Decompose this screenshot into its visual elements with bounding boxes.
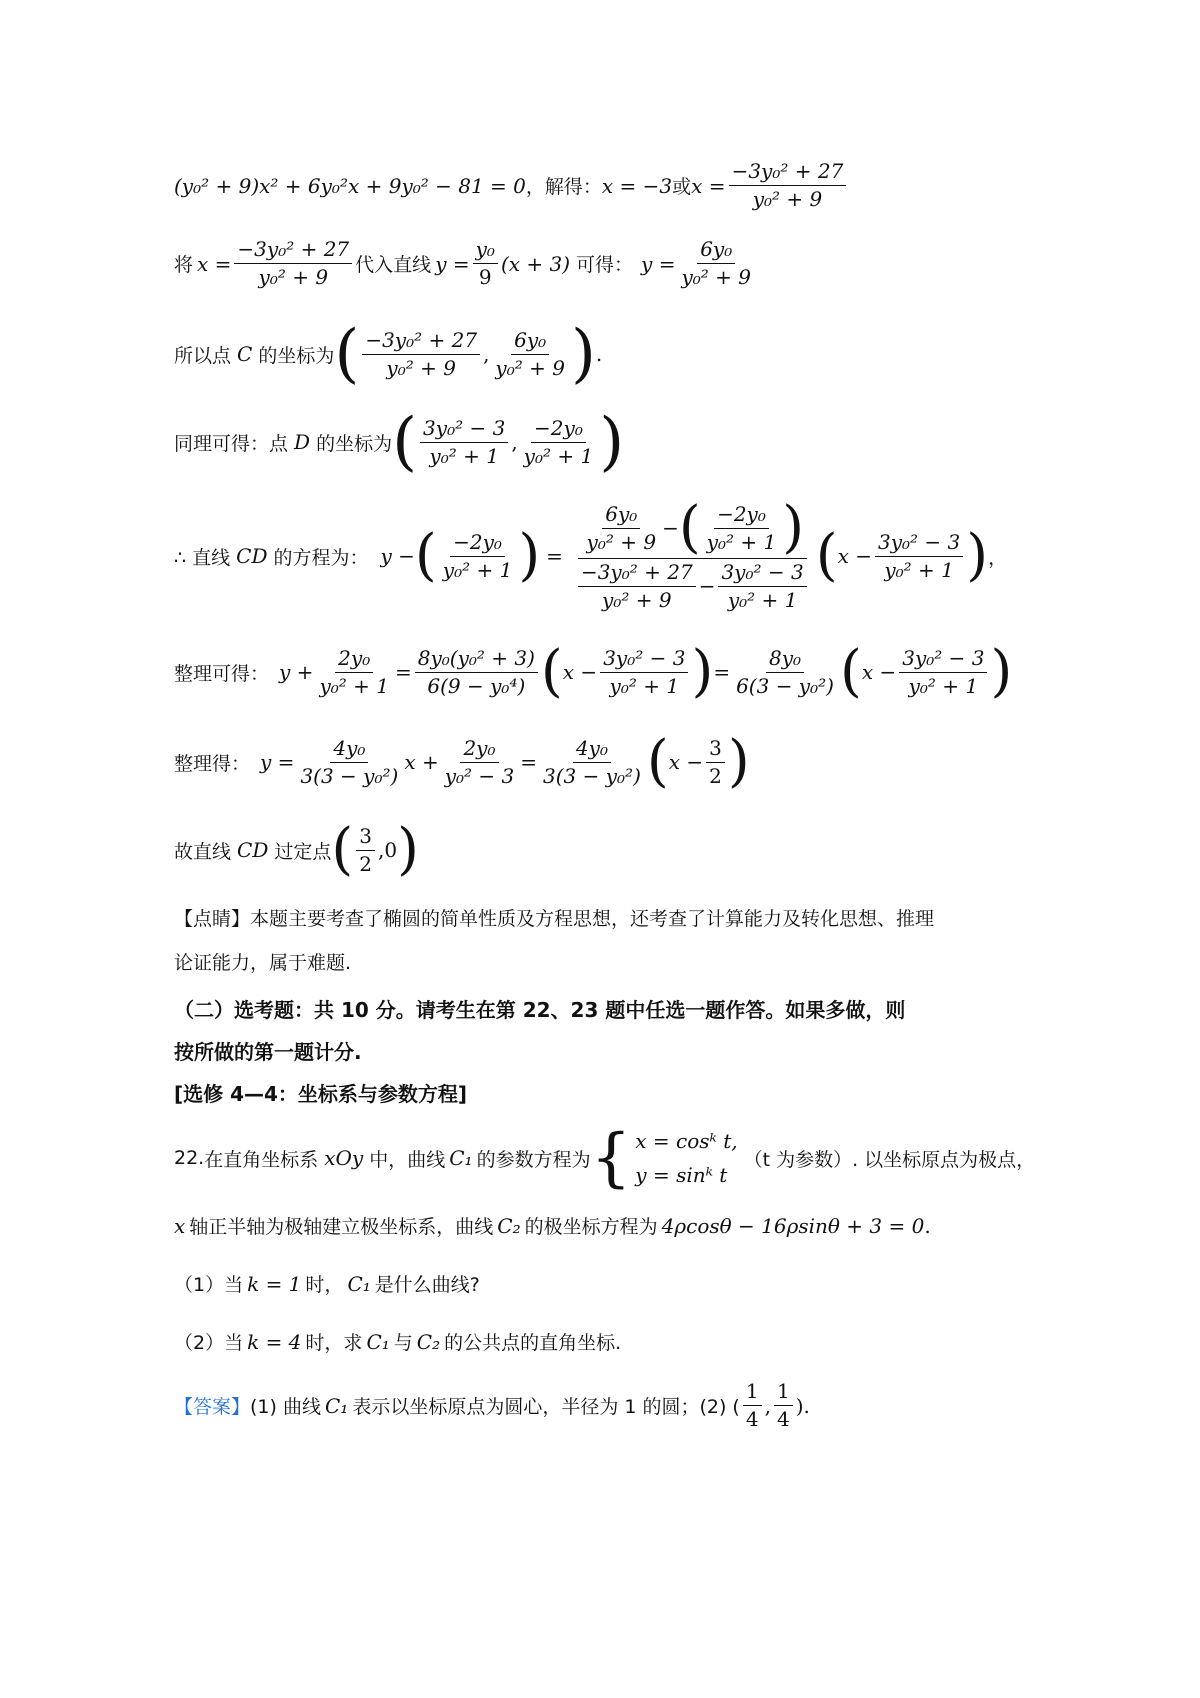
root-2-numerator: −3y₀² + 27 xyxy=(729,160,847,186)
q22-text-2: 中，曲线 xyxy=(369,1148,446,1171)
c-num: −3y₀² + 27 xyxy=(578,561,696,587)
f2-den: 6(3 − y₀²) xyxy=(736,673,834,698)
minus: − xyxy=(662,515,679,540)
q22-number: 22. xyxy=(174,1147,205,1169)
equals-2: = xyxy=(713,660,731,684)
h-num: 3y₀² − 3 xyxy=(899,647,987,673)
eq-line-4-point-d xyxy=(174,405,625,479)
y-den: y₀² + 9 xyxy=(681,265,751,289)
fixed-point: ( $\frac{3}{2}$ ,0 ) xyxy=(331,817,419,882)
d-num: 3y₀² − 3 xyxy=(718,561,806,587)
section-line-3 xyxy=(174,1078,467,1107)
x-paren: ( x − $\frac{\text{3y₀² − 3}}{\text{y₀² + 1}}$ ) xyxy=(815,523,989,588)
get-label: 可得： xyxy=(576,254,634,276)
ans-end: ). xyxy=(795,1393,810,1418)
lhs-den: y₀² + 1 xyxy=(319,673,389,698)
eq-line-7 xyxy=(174,729,750,794)
g-den: y₀² + 1 xyxy=(609,673,680,698)
slope-num: y₀ xyxy=(473,238,498,264)
part2-label: （2）当 xyxy=(174,1332,244,1354)
part1-k: k = 1 xyxy=(247,1271,302,1296)
minus-2: − xyxy=(698,574,716,598)
root-1: x = −3 xyxy=(601,173,673,198)
comma: ， xyxy=(988,546,1008,569)
d-den: 2 xyxy=(709,763,722,788)
q22-line-1 xyxy=(174,1121,1036,1195)
answer-line xyxy=(174,1380,810,1431)
solve-label: ，解得： xyxy=(525,176,602,198)
d-x-num: 3y₀² − 3 xyxy=(420,417,508,443)
param-eq-1: x = cosᵏ t, xyxy=(635,1129,738,1153)
line-cd: CD xyxy=(236,544,268,568)
comment-text-2: 论证能力，属于难题. xyxy=(174,952,352,974)
section-line-1 xyxy=(174,994,905,1023)
lhs-num: −2y₀ xyxy=(450,531,505,557)
d-y-num: −2y₀ xyxy=(531,417,586,443)
simplify-label-2: 整理得： xyxy=(174,752,251,775)
q22-text-4: （t 为参数）. 以坐标原点为极点， xyxy=(743,1148,1036,1171)
x-lhs: x = xyxy=(197,251,232,276)
equals: = xyxy=(520,750,538,774)
q22-c2: C₂ xyxy=(497,1213,521,1238)
c-den: y₀² + 9 xyxy=(602,588,672,612)
period: . xyxy=(924,1213,931,1238)
comment-line-2 xyxy=(174,948,351,975)
part2-text: 时，求 xyxy=(305,1332,363,1354)
part1-text: 时， xyxy=(305,1274,344,1296)
f1-den: 6(9 − y₀⁴) xyxy=(427,673,526,698)
eq-line-5-line-cd xyxy=(174,495,1008,612)
simplify-label: 整理可得： xyxy=(174,662,270,685)
eq-line-3-point-c xyxy=(174,317,603,391)
answer-tag: 【答案】 xyxy=(174,1396,251,1418)
root-2-fraction xyxy=(729,160,847,211)
line-rest: (x + 3) xyxy=(500,251,571,276)
a-num: 6y₀ xyxy=(602,503,640,529)
c-y-den: y₀² + 9 xyxy=(495,355,565,380)
x-minus: x − xyxy=(562,660,598,684)
fp-rest: ,0 xyxy=(377,838,398,862)
eq-line-8-fixed-point xyxy=(174,817,419,882)
q22-text-3: 的参数方程为 xyxy=(476,1148,591,1171)
into-line-label: 代入直线 xyxy=(355,254,432,276)
lhs-num: 2y₀ xyxy=(335,647,373,673)
point-d-coords: ( $\frac{\text{3y₀² − 3}}{\text{y₀² + 1}}$ , $\frac{\text{−2y₀}}{\text{y₀² + 1}}$ ) xyxy=(392,405,625,479)
q22-part-1 xyxy=(174,1270,480,1297)
x-minus-2: x − xyxy=(861,660,897,684)
polar-equation: 4ρcosθ − 16ρsinθ + 3 = 0 xyxy=(661,1213,925,1238)
coords-label: 的坐标为 xyxy=(316,432,393,455)
h-paren: ( x − $\frac{\text{3y₀² − 3}}{\text{y₀² + 1}}$ ) xyxy=(839,639,1013,704)
slope-den: 9 xyxy=(478,265,492,289)
root-2-lhs: x = xyxy=(691,173,726,198)
comment-tag: 【点睛】 xyxy=(174,908,251,930)
section-heading-2: 按所做的第一题计分. xyxy=(174,1040,362,1064)
therefore-label: ∴ 直线 xyxy=(174,546,231,569)
q22-line-2 xyxy=(174,1212,931,1239)
x-minus: x − xyxy=(837,544,872,568)
c-y-num: 6y₀ xyxy=(511,329,549,355)
point-c-coords: ( $\frac{\text{−3y₀² + 27}}{\text{y₀² + 9}}$ , $\frac{\text{6y₀}}{\text{y₀² + 9}}$ ) xyxy=(334,317,596,391)
eq-line-6 xyxy=(174,639,1013,704)
part2-k: k = 4 xyxy=(247,1329,302,1354)
y-num: 6y₀ xyxy=(697,238,735,264)
y-lhs: y = xyxy=(641,251,676,276)
d-num: 3 xyxy=(706,737,725,763)
param-system xyxy=(635,1124,737,1192)
point-c: C xyxy=(237,342,253,366)
a-den: y₀² + 9 xyxy=(586,529,657,554)
quadratic-equation: (y₀² + 9)x² + 6y₀²x + 9y₀² − 81 = 0 xyxy=(174,173,526,198)
c-x-num: −3y₀² + 27 xyxy=(362,329,480,355)
answer-text-1: (1) 曲线 xyxy=(250,1396,321,1418)
system-brace: { xyxy=(590,1121,632,1195)
c-x-den: y₀² + 9 xyxy=(386,355,456,380)
c-num: 4y₀ xyxy=(573,737,611,763)
eq-line-2 xyxy=(174,238,757,289)
b-den: y₀² + 1 xyxy=(706,529,777,554)
line-cd: CD xyxy=(237,838,269,862)
equation-label: 的方程为： xyxy=(273,546,369,569)
answer-text-2: 表示以坐标原点为圆心，半径为 1 的圆；(2) ( xyxy=(352,1396,740,1418)
q22-xoy: xOy xyxy=(324,1146,364,1170)
part2-and: 与 xyxy=(393,1332,413,1354)
x-den: y₀² + 9 xyxy=(258,265,329,289)
slope-denominator xyxy=(572,559,813,612)
ans-comma: , xyxy=(764,1393,771,1418)
part2-c2: C₂ xyxy=(416,1329,441,1354)
slope-fraction xyxy=(473,238,498,289)
coords-label: 的坐标为 xyxy=(258,344,335,367)
q22-text-1: 在直角坐标系 xyxy=(204,1148,319,1171)
answer-c1: C₁ xyxy=(324,1393,349,1418)
a-den: 3(3 − y₀²) xyxy=(300,763,399,788)
d-y-den: y₀² + 1 xyxy=(523,443,594,468)
slope-big-fraction xyxy=(572,495,813,612)
period: . xyxy=(595,342,603,366)
or-label: 或 xyxy=(672,176,692,198)
g-num: 3y₀² − 3 xyxy=(600,647,688,673)
lhs: y = xyxy=(260,750,295,774)
x-plus: x + xyxy=(404,750,439,774)
lhs: y + xyxy=(279,660,314,684)
section-line-2 xyxy=(174,1036,362,1065)
comment-text-1: 本题主要考查了椭圆的简单性质及方程思想，还考查了计算能力及转化思想、推理 xyxy=(250,908,935,930)
equals: = xyxy=(394,660,412,684)
part1-label: （1）当 xyxy=(174,1274,244,1296)
line-lhs: y = xyxy=(435,251,470,276)
q22-c1: C₁ xyxy=(449,1146,473,1170)
section-heading-3: [选修 4—4：坐标系与参数方程] xyxy=(174,1082,468,1106)
lhs-den: y₀² + 1 xyxy=(442,557,513,582)
param-eq-2: y = sinᵏ t xyxy=(635,1163,728,1187)
q22-part-2 xyxy=(174,1328,621,1355)
q22-text-5: 轴正半轴为极轴建立极坐标系，曲线 xyxy=(189,1216,494,1238)
ans-den-2: 4 xyxy=(776,1407,790,1431)
b-num: 2y₀ xyxy=(460,737,498,763)
comment-line-1 xyxy=(174,904,934,931)
g-paren: ( x − $\frac{\text{3y₀² − 3}}{\text{y₀² + 1}}$ ) xyxy=(540,639,714,704)
through-fixed-point-label: 过定点 xyxy=(274,840,332,863)
d-paren: ( x − $\frac{3}{2}$ ) xyxy=(646,729,750,794)
x-fraction xyxy=(234,238,352,289)
fp-den: 2 xyxy=(359,851,372,876)
lhs-paren: ( $\frac{\text{−2y₀}}{\text{y₀² + 1}}$ ) xyxy=(414,523,541,588)
d-den: y₀² + 1 xyxy=(727,588,798,612)
y-fraction xyxy=(678,238,754,289)
so-point-label: 所以点 xyxy=(174,344,232,367)
x-num: −3y₀² + 27 xyxy=(234,238,352,264)
x-axis-var: x xyxy=(174,1213,186,1238)
ans-num-1: 1 xyxy=(743,1380,762,1406)
ans-num-2: 1 xyxy=(774,1380,793,1406)
part2-question: 的公共点的直角坐标. xyxy=(444,1332,622,1354)
c-den: 3(3 − y₀²) xyxy=(543,763,641,788)
root-2-denominator: y₀² + 9 xyxy=(752,187,823,211)
b-num: −2y₀ xyxy=(714,503,769,529)
eq-line-1 xyxy=(174,160,849,211)
similarly-label: 同理可得：点 xyxy=(174,432,289,455)
fp-num: 3 xyxy=(356,825,375,851)
part1-question: 是什么曲线? xyxy=(374,1274,480,1296)
equals: = xyxy=(546,544,563,568)
f2-num: 8y₀ xyxy=(766,647,804,673)
ans-den-1: 4 xyxy=(745,1407,759,1431)
b-paren: ( $\frac{\text{−2y₀}}{\text{y₀² + 1}}$ ) xyxy=(678,495,805,560)
hence-label: 故直线 xyxy=(174,840,232,863)
substitute-label: 将 xyxy=(174,254,194,276)
b-den: y₀² − 3 xyxy=(444,763,515,788)
lhs: y − xyxy=(380,544,415,568)
h-den: y₀² + 1 xyxy=(908,673,979,698)
a-num: 4y₀ xyxy=(330,737,368,763)
d-x-den: y₀² + 1 xyxy=(429,443,499,468)
point-d: D xyxy=(294,430,311,454)
slope-numerator xyxy=(578,495,808,560)
part1-c1: C₁ xyxy=(347,1271,371,1296)
e-den: y₀² + 1 xyxy=(884,557,954,582)
x-minus: x − xyxy=(668,750,704,774)
q22-text-6: 的极坐标方程为 xyxy=(524,1216,658,1238)
f1-num: 8y₀(y₀² + 3) xyxy=(415,647,538,673)
section-heading-1: （二）选考题：共 10 分。请考生在第 22、23 题中任选一题作答。如果多做，则 xyxy=(174,998,906,1022)
part2-c1: C₁ xyxy=(366,1329,390,1354)
e-num: 3y₀² − 3 xyxy=(875,531,963,557)
